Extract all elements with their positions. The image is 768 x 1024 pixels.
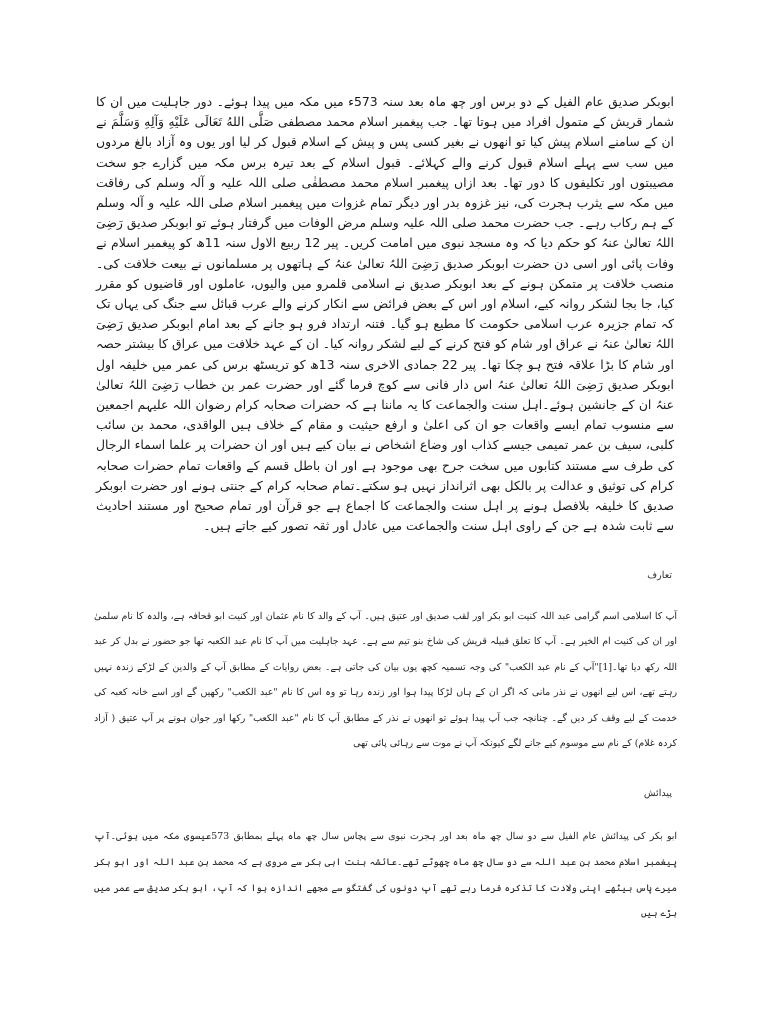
section-heading-paidaish: پیدائش [643, 788, 672, 799]
section-heading-taaruf: تعارف [647, 570, 672, 581]
section-paragraph-taaruf: آپ کا اسلامی اسم گرامی عبد اللہ کنیت ابو بکر اور لقب صدیق اور عتیق ہیں۔ آپ کے والد کا نام عثمان اور کنیت ابو قحافہ ہے، والدہ کا نام سلمیٰ اور ان کی کنیت ام الخیر ہے۔ آپ کا تعلق قبیلہ قریش کی شاخ بنو تیم سے ہے۔ عہد جاہلیت میں آپ کا نام عبد الکعبہ تھا جو حضور نے بدل کر عبد اللہ رکھ دیا تھا۔[1]"آپ کے نام عبد الکعب" کی وجہ تسمیہ کچھ یوں بیان کی جاتی ہے۔ بعض روایات کے مطابق آپ کے والدین کے لڑکے زندہ نہیں رہتے تھے، اس لیے انھوں نے نذر مانی کہ اگر ان کے ہاں لڑکا پیدا ہوا اور زندہ رہا تو وہ اس کا نام "عبد الکعب" رکھیں گے اور اسے خانہ کعبہ کی خدمت کے لیے وقف کر دیں گے۔ چنانچہ جب آپ پیدا ہوئے تو انھوں نے نذر کے مطابق آپ کا نام "عبد الکعب" رکھا اور جوان ہونے پر آپ عتیق ( آزاد کردہ غلام) کے نام سے موسوم کیے جانے لگے کیونکہ آپ نے موت سے رہائی پائی تھی [94, 611, 678, 750]
section-paragraph-paidaish: ابو بکر کی پیدائش عام الفیل سے دو سال چھ ماہ بعد اور ہجرت نبوی سے پچاس سال چھ ماہ پہلے بمطابق 573عیسوی مکہ میں ہوئی۔آپ پیغمبر اسلام محمد بن عبد اللہ سے دو سال چھ ماہ چھوٹے تھے۔عائشہ بنت ابی بکر سے مروی ہے کہ محمد بن عبد اللہ اور ابو بکر میرے پاس بیٹھے اپنی ولادت کا تذکرہ فرما رہے تھے آپ دونوں کی گفتگو سے مجھے اندازہ ہوا کہ آپ، ابو بکر صدیق سے عمر میں بڑے ہیں [94, 831, 678, 920]
main-paragraph: ابوبکر صدیق عام الفیل کے دو برس اور چھ ماہ بعد سنہ 573ء میں مکہ میں پیدا ہوئے۔ دور جاہلیت میں ان کا شمار قریش کے متمول افراد میں ہوتا تھا۔ جب پیغمبر اسلام محمد مصطفی صَلَّى اللهُ تَعَالَى عَلَيْهِ وَآلِهِ وَسَلَّمَ نے ان کے سامنے اسلام پیش کیا تو انھوں نے بغیر کسی پس و پیش کے اسلام قبول کر لیا اور یوں وہ آزاد بالغ مردوں میں سب سے پہلے اسلام قبول کرنے والے کہلائے۔ قبول اسلام کے بعد تیرہ برس مکہ میں گزارے جو سخت مصیبتوں اور تکلیفوں کا دور تھا۔ بعد ازاں پیغمبر اسلام محمد مصطفٰی صلی اللہ علیہ و آلہ وسلم کی رفاقت میں مکہ سے یثرب ہجرت کی، نیز غزوہ بدر اور دیگر تمام غزوات میں پیغمبر اسلام صلی اللہ علیہ و آلہ وسلم کے ہم رکاب رہے۔ جب حضرت محمد صلی اللہ علیہ وسلم مرض الوفات میں گرفتار ہوئے تو ابوبکر صدیق رَضِیَ اللہُ تعالیٰ عنہُ کو حکم دیا کہ وہ مسجد نبوی میں امامت کریں۔ پیر 12 ربیع الاول سنہ 11ھ کو پیغمبر اسلام نے وفات پائی اور اسی دن حضرت ابوبکر صدیق رَضِیَ اللہُ تعالیٰ عنہُ کے ہاتھوں پر مسلمانوں نے بیعت خلافت کی۔ منصب خلافت پر متمکن ہونے کے بعد ابوبکر صدیق نے اسلامی قلمرو میں والیوں، عاملوں اور قاضیوں کو مقرر کیا، جا بجا لشکر روانہ کیے، اسلام اور اس کے بعض فرائض سے انکار کرنے والے عرب قبائل سے جنگ کی یہاں تک کہ تمام جزیرہ عرب اسلامی حکومت کا مطیع ہو گیا۔ فتنہ ارتداد فرو ہو جانے کے بعد امام ابوبکر صدیق رَضِیَ اللہُ تعالیٰ عنہُ نے عراق اور شام کو فتح کرنے کے لیے لشکر روانہ کیا۔ ان کے عہد خلافت میں عراق کا بیشتر حصہ اور شام کا بڑا علاقہ فتح ہو چکا تھا۔ پیر 22 جمادی الاخری سنہ 13ھ کو تریسٹھ برس کی عمر میں خلیفہ اول ابوبکر صدیق رَضِیَ اللہُ تعالیٰ عنہُ اس دار فانی سے کوچ فرما گئے اور حضرت عمر بن خطاب رَضِیَ اللہُ تعالیٰ عنہُ ان کے جانشین ہوئے۔اہل سنت والجماعت کا یہ ماننا ہے کہ حضرات صحابہ کرام رضوان اللہ علیہم اجمعین سے منسوب تمام ایسے واقعات جو ان کی اعلیٰ و ارفع حیثیت و مقام کے خلاف ہیں الواقدی، محمد بن سائب کلبی، سیف بن عمر تمیمی جیسے کذاب اور وضاع اشخاص نے بیان کیے ہیں اور ان حضرات پر علما اسماء الرجال کی طرف سے مستند کتابوں میں سخت جرح بھی موجود ہے اور ان باطل قسم کے واقعات تمام حضرات صحابہ کرام کی توثیق و عدالت پر بالکل بھی اثرانداز نہیں ہو سکتے۔تمام صحابہ کرام کے جنتی ہونے اور حضرت ابوبکر صدیق کا خلیفہ بلافصل ہونے پر اہل سنت والجماعت کا اجماع ہے جو قرآن اور تمام صحیح اور مستند احادیث سے ثابت شدہ ہے جن کے راوی اہل سنت والجماعت میں عادل اور ثقہ تصور کیے جاتے ہیں۔ [96, 94, 674, 534]
